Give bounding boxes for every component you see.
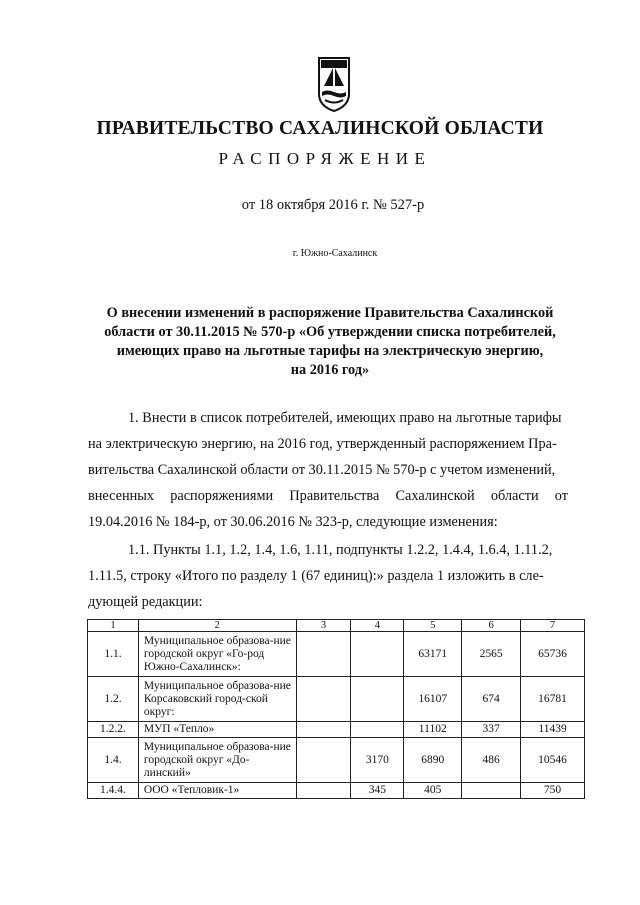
cell-col4 [351, 722, 404, 738]
paragraph-line: дующей редакции: [88, 594, 203, 610]
cell-col5: 16107 [404, 677, 462, 722]
cell-col3 [296, 783, 351, 799]
subject-line: на 2016 год» [290, 362, 370, 378]
paragraph-line: 1.1. Пункты 1.1, 1.2, 1.4, 1.6, 1.11, подпункты 1.2.2, 1.4.4, 1.6.4, 1.11.2, [128, 542, 553, 558]
document-date: от 18 октября 2016 г. № 527-р [241, 197, 425, 213]
cell-col3 [296, 632, 351, 677]
cell-name: Муниципальное образова-ние городской округ «До-линский» [138, 738, 296, 783]
cell-number: 1.4. [88, 738, 139, 783]
subject-line: имеющих право на льготные тарифы на электрическую энергию, [116, 343, 544, 359]
word: области [490, 488, 539, 504]
table-row [88, 722, 585, 738]
cell-col4 [351, 632, 404, 677]
table-header-cell: 3 [296, 620, 351, 632]
cell-number: 1.2.2. [88, 722, 139, 738]
word: Правительства [289, 488, 380, 504]
cell-col7: 10546 [521, 738, 585, 783]
word: внесенных [88, 488, 155, 504]
cell-col5: 11102 [404, 722, 462, 738]
table-row [88, 783, 585, 799]
cell-col5: 405 [404, 783, 462, 799]
table-row [88, 677, 585, 722]
cell-name: Муниципальное образова-ние городской округ «Го-род Южно-Сахалинск»: [138, 632, 296, 677]
subject-line: О внесении изменений в распоряжение Правительства Сахалинской [106, 305, 554, 321]
cell-col6: 337 [462, 722, 521, 738]
word: распоряжениями [170, 488, 274, 504]
table-header-cell: 7 [521, 620, 585, 632]
cell-number: 1.4.4. [88, 783, 139, 799]
cell-name: МУП «Тепло» [138, 722, 296, 738]
table-header-cell: 1 [88, 620, 139, 632]
cell-col7: 11439 [521, 722, 585, 738]
cell-col3 [296, 738, 351, 783]
paragraph-line: на электрическую энергию, на 2016 год, утвержденный распоряжением Пра- [88, 436, 557, 452]
word: от [554, 488, 568, 504]
document-subject [90, 304, 570, 380]
cell-col3 [296, 722, 351, 738]
cell-col6: 674 [462, 677, 521, 722]
sakhalin-emblem-icon [317, 56, 351, 112]
cell-col3 [296, 677, 351, 722]
cell-col6 [462, 783, 521, 799]
cell-name: Муниципальное образова-ние Корсаковский город-ской округ: [138, 677, 296, 722]
cell-col4: 3170 [351, 738, 404, 783]
table-header-cell: 2 [138, 620, 296, 632]
consumers-table [87, 619, 585, 799]
paragraph-line: 1.11.5, строку «Итого по разделу 1 (67 единиц):» раздела 1 изложить в сле- [88, 568, 544, 584]
organization-title: ПРАВИТЕЛЬСТВО САХАЛИНСКОЙ ОБЛАСТИ [96, 118, 544, 139]
cell-col5: 6890 [404, 738, 462, 783]
cell-col4: 345 [351, 783, 404, 799]
table-header-cell: 5 [404, 620, 462, 632]
cell-col7: 750 [521, 783, 585, 799]
paragraph-line: 1. Внести в список потребителей, имеющих право на льготные тарифы [128, 410, 562, 426]
cell-col6: 2565 [462, 632, 521, 677]
word: Сахалинской [395, 488, 475, 504]
document-type: РАСПОРЯЖЕНИЕ [218, 149, 432, 168]
table-row [88, 738, 585, 783]
cell-col4 [351, 677, 404, 722]
paragraph-line: 19.04.2016 № 184-р, от 30.06.2016 № 323-р, следующие изменения: [88, 514, 498, 530]
paragraph-line-justified [88, 483, 568, 509]
document-body [88, 405, 568, 615]
cell-number: 1.1. [88, 632, 139, 677]
paragraph-line: вительства Сахалинской области от 30.11.2015 № 570-р с учетом изменений, [88, 462, 556, 478]
table-row [88, 632, 585, 677]
cell-name: ООО «Тепловик-1» [138, 783, 296, 799]
cell-col7: 16781 [521, 677, 585, 722]
subject-line: области от 30.11.2015 № 570-р «Об утверждении списка потребителей, [104, 324, 556, 340]
cell-col6: 486 [462, 738, 521, 783]
table-header-cell: 6 [462, 620, 521, 632]
table-header-row [88, 620, 585, 632]
document-city: г. Южно-Сахалинск [292, 248, 378, 259]
table-header-cell: 4 [351, 620, 404, 632]
cell-col5: 63171 [404, 632, 462, 677]
cell-number: 1.2. [88, 677, 139, 722]
cell-col7: 65736 [521, 632, 585, 677]
